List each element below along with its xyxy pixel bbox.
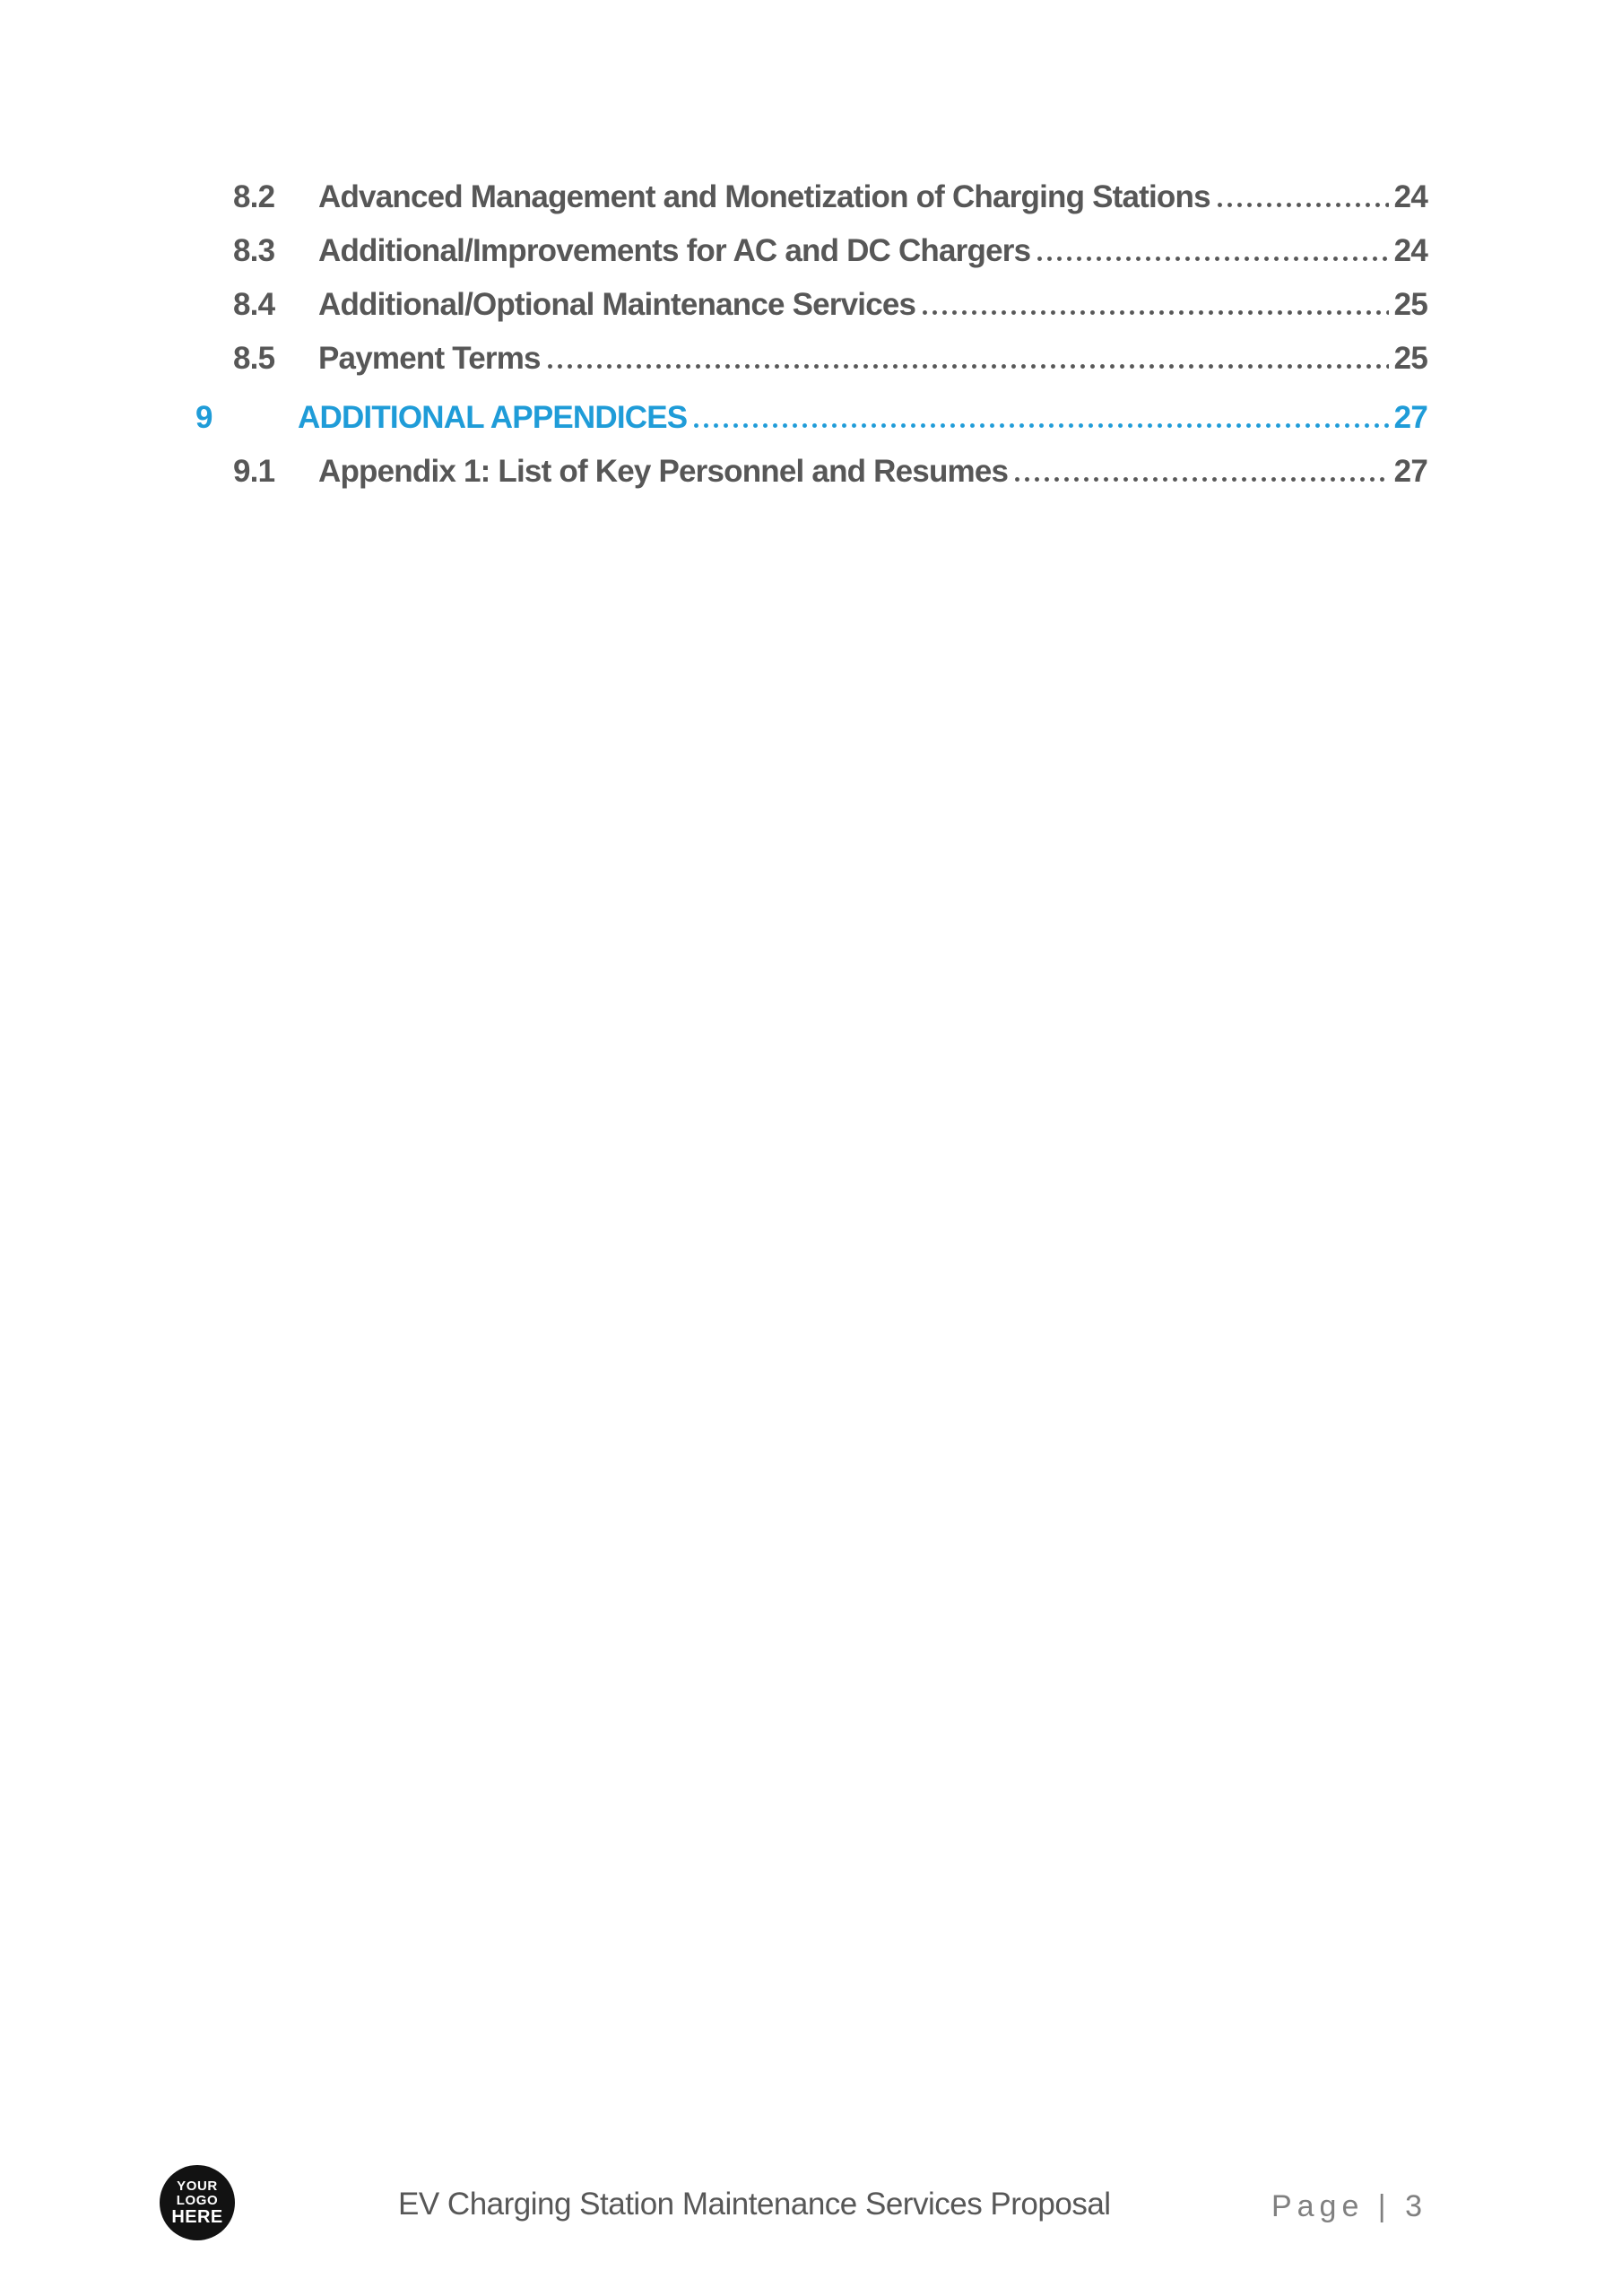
toc-entry-page-number: 25 — [1393, 287, 1427, 322]
dotted-leader — [1037, 257, 1388, 261]
toc-entry-number: 8.3 — [233, 233, 275, 268]
table-of-contents — [195, 170, 1427, 499]
placeholder-logo — [160, 2165, 235, 2240]
toc-entry-page-number: 27 — [1393, 454, 1427, 489]
toc-entry[interactable] — [195, 170, 1427, 224]
toc-entry[interactable] — [195, 332, 1427, 386]
footer-page-number: Page | 3 — [1271, 2189, 1427, 2223]
toc-entry-number: 9.1 — [233, 454, 275, 489]
toc-entry-page-number: 25 — [1393, 341, 1427, 376]
footer-document-title: EV Charging Station Maintenance Services Proposal — [398, 2187, 1111, 2222]
toc-entry-title: Additional/Optional Maintenance Services — [318, 287, 916, 322]
toc-entry[interactable] — [195, 224, 1427, 278]
dotted-leader — [1218, 203, 1389, 207]
toc-entry-number: 9 — [195, 400, 213, 435]
toc-entry-title: ADDITIONAL APPENDICES — [298, 400, 688, 435]
toc-entry[interactable] — [195, 278, 1427, 332]
dotted-leader — [923, 310, 1388, 315]
toc-entry-title: Payment Terms — [318, 341, 541, 376]
toc-entry-title: Advanced Management and Monetization of Charging Stations — [318, 179, 1210, 214]
toc-entry-number: 8.2 — [233, 179, 275, 214]
toc-entry-number: 8.5 — [233, 341, 275, 376]
toc-entry[interactable] — [195, 445, 1427, 499]
dotted-leader — [1015, 477, 1388, 482]
toc-entry-title: Additional/Improvements for AC and DC Chargers — [318, 233, 1031, 268]
toc-entry-page-number: 24 — [1393, 179, 1427, 214]
logo-text-line: HERE — [171, 2207, 223, 2227]
dotted-leader — [548, 364, 1389, 369]
toc-entry-title: Appendix 1: List of Key Personnel and Resumes — [318, 454, 1009, 489]
toc-entry-number: 8.4 — [233, 287, 275, 322]
dotted-leader — [694, 423, 1388, 428]
logo-text-line: YOUR — [177, 2179, 218, 2194]
toc-entry-page-number: 27 — [1393, 400, 1427, 435]
toc-entry-page-number: 24 — [1393, 233, 1427, 268]
logo-text-line: LOGO — [176, 2193, 219, 2208]
toc-entry[interactable] — [195, 391, 1427, 445]
